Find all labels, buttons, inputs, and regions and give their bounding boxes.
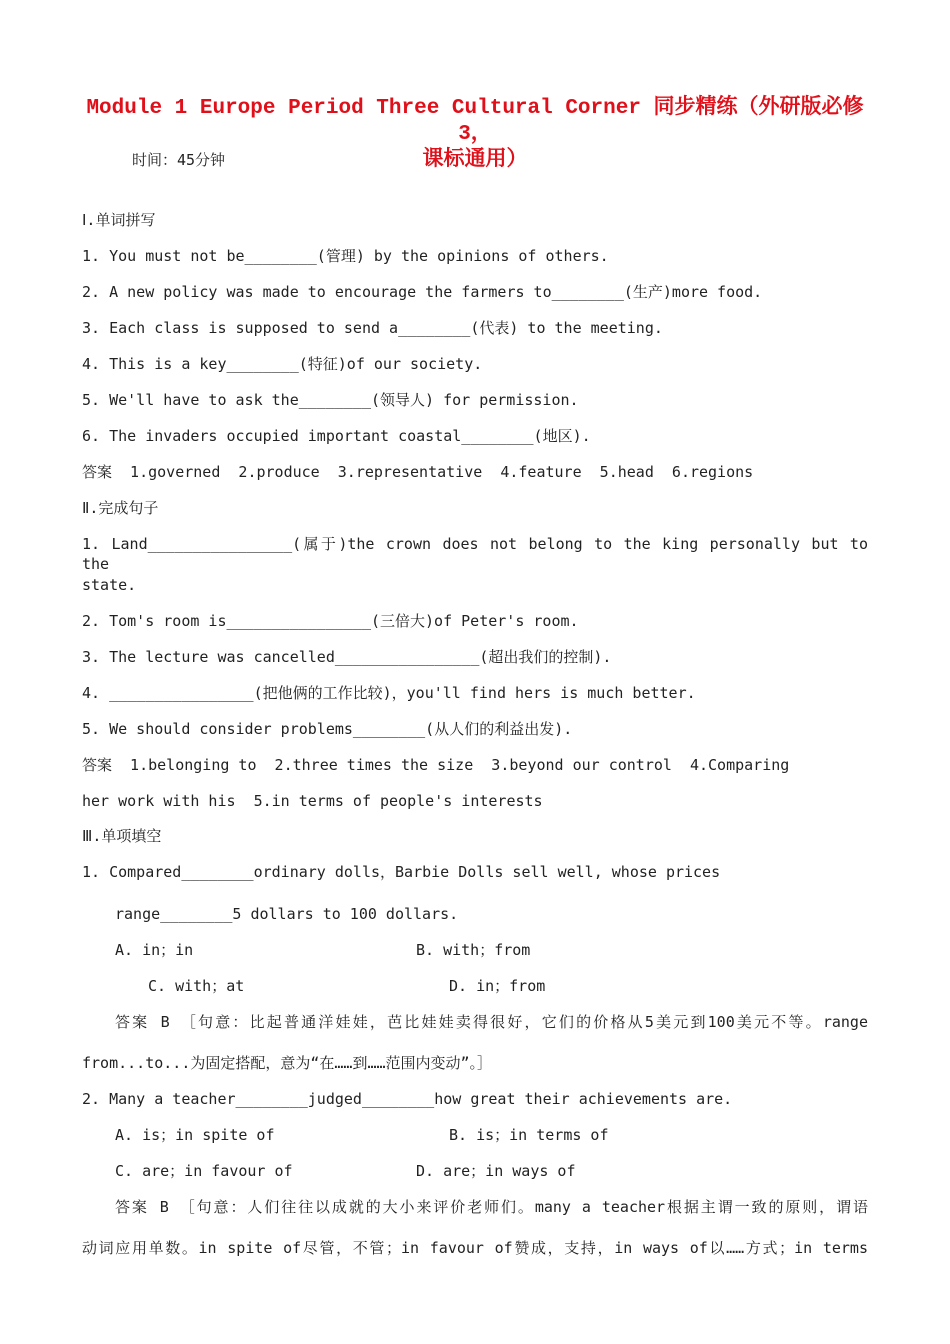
question-text: 2. Tom's room is________________(三倍大)of Peter's room. xyxy=(82,612,579,630)
question-1-answer: 答案 B ［句意：比起普通洋娃娃，芭比娃娃卖得很好，它们的价格从5美元到100美元不等。range xyxy=(115,1013,868,1031)
title-line-2: 课标通用） xyxy=(422,149,528,172)
option-a: A. is；in spite of xyxy=(115,1126,275,1144)
question-text: 6. The invaders occupied important coastal________(地区). xyxy=(82,427,591,445)
question-text: 3. Each class is supposed to send a________(代表) to the meeting. xyxy=(82,319,663,337)
option-d: D. are；in ways of xyxy=(416,1162,576,1180)
question-text: 4. This is a key________(特征)of our society. xyxy=(82,355,483,373)
option-c: C. with；at xyxy=(148,977,245,995)
title-line-1: Module 1 Europe Period Three Cultural Corner 同步精练（外研版必修3， xyxy=(86,97,864,146)
option-b: B. with；from xyxy=(416,941,531,959)
section-2-answer: her work with his 5.in terms of people's interests xyxy=(82,792,543,810)
section-1-answer: 答案 1.governed 2.produce 3.representative 4.feature 5.head 6.regions xyxy=(82,463,754,481)
option-c: C. are；in favour of xyxy=(115,1162,293,1180)
question-text: 5. We should consider problems________(从人们的利益出发). xyxy=(82,720,573,738)
option-d: D. in；from xyxy=(449,977,546,995)
question-2-answer: 答案 B ［句意：人们往往以成就的大小来评价老师们。many a teacher根据主谓一致的原则，谓语 xyxy=(115,1198,868,1216)
question-text: 3. The lecture was cancelled________________(超出我们的控制). xyxy=(82,648,612,666)
question-text: 5. We'll have to ask the________(领导人) for permission. xyxy=(82,391,579,409)
question-1-answer: from...to...为固定搭配，意为“在……到……范围内变动”。］ xyxy=(82,1054,493,1072)
question-text: 1. Compared________ordinary dolls，Barbie Dolls sell well, whose prices xyxy=(82,863,721,881)
question-text: 2. Many a teacher________judged________how great their achievements are. xyxy=(82,1090,733,1108)
option-a: A. in；in xyxy=(115,941,194,959)
section-1-heading: Ⅰ.单词拼写 xyxy=(82,211,156,229)
question-text: state. xyxy=(82,576,137,594)
section-2-answer: 答案 1.belonging to 2.three times the size 3.beyond our control 4.Comparing xyxy=(82,756,790,774)
time-limit: 时间：45分钟 xyxy=(132,151,226,169)
question-2-answer: 动词应用单数。in spite of尽管，不管；in favour of赞成，支持，in ways of以……方式；in terms xyxy=(82,1239,868,1257)
option-b: B. is；in terms of xyxy=(449,1126,609,1144)
section-2-heading: Ⅱ.完成句子 xyxy=(82,499,159,517)
question-text: range________5 dollars to 100 dollars. xyxy=(115,905,459,923)
question-text: 1. Land________________(属于)the crown does not belong to the king personally but to the xyxy=(82,535,868,573)
section-3-heading: Ⅲ.单项填空 xyxy=(82,827,162,845)
question-text: 2. A new policy was made to encourage the farmers to________(生产)more food. xyxy=(82,283,763,301)
question-text: 1. You must not be________(管理) by the opinions of others. xyxy=(82,247,609,265)
question-text: 4. ________________(把他俩的工作比较)，you'll find hers is much better. xyxy=(82,684,696,702)
